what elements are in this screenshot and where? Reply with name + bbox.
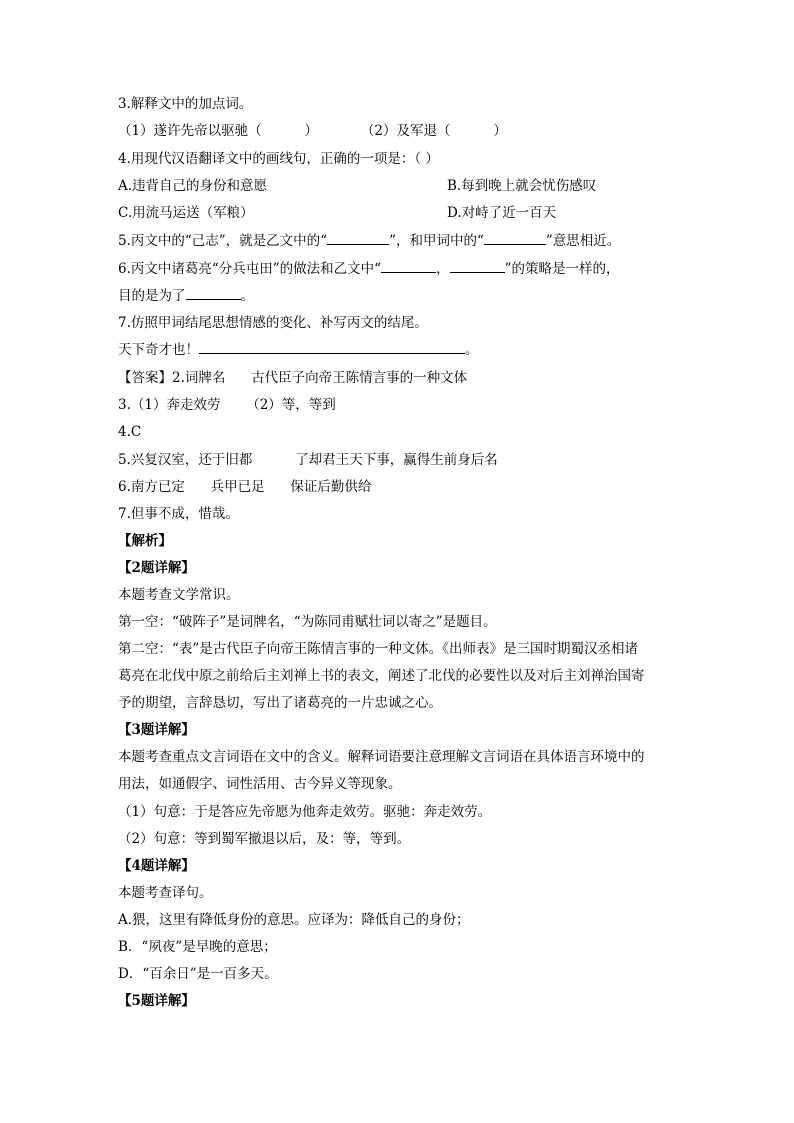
answer-4: 4.C	[118, 424, 142, 440]
q5-blank-1	[327, 231, 389, 245]
question-4-options-cd	[118, 203, 698, 223]
q2-detail-line: 第一空：“破阵子”是词牌名，“为陈同甫赋壮词以寄之”是题目。	[118, 614, 497, 630]
option-c: C.用流马运送（军粮）	[118, 205, 254, 221]
q2-detail-line: 本题考查文学常识。	[118, 587, 240, 603]
q3-detail-line: （2）句意：等到蜀军撤退以后，及：等，等到。	[118, 831, 411, 847]
question-6-line-1	[118, 259, 698, 279]
question-4-title: 4.用现代汉语翻译文中的画线句，正确的一项是：（ ）	[118, 151, 439, 167]
q2-detail-heading: 【2题详解】	[118, 560, 195, 576]
option-d: D.对峙了近一百天	[447, 205, 557, 221]
answer-7: 7.但事不成，惜哉。	[118, 506, 239, 522]
question-7-line	[118, 340, 698, 360]
answer-5: 5.兴复汉室，还于旧都 了却君王天下事，赢得生前身后名	[118, 452, 498, 468]
q5-blank-2	[484, 231, 546, 245]
q6-blank-1	[381, 259, 436, 273]
q2-detail-line: 第二空：“表”是古代臣子向帝王陈情言事的一种文体。《出师表》是三国时期蜀汉丞相诸	[118, 641, 639, 657]
q5-text-3: ”意思相近。	[545, 233, 621, 249]
q6-text-1: 6.丙文中诸葛亮“分兵屯田”的做法和乙文中“	[118, 261, 382, 277]
q4-detail-line: D．“百余日”是一百多天。	[118, 966, 278, 982]
q6-blank-2	[450, 259, 505, 273]
q7-blank	[199, 340, 465, 354]
q5-text-1: 5.丙文中的“己志”，就是乙文中的“	[118, 233, 328, 249]
option-b: B.每到晚上就会忧伤感叹	[447, 178, 597, 194]
q2-detail-line: 予的期望，言辞恳切，写出了诸葛亮的一片忠诚之心。	[118, 695, 442, 711]
q6-text-5: 。	[240, 288, 254, 304]
q3-detail-heading: 【3题详解】	[118, 722, 195, 738]
q3-detail-line: （1）句意：于是答应先帝愿为他奔走效劳。驱驰：奔走效劳。	[118, 804, 492, 820]
option-a: A.违背自己的身份和意愿	[118, 178, 268, 194]
question-3-items: （1）遂许先帝以驱驰（ ） （2）及军退（ ）	[118, 123, 507, 139]
q4-detail-line: B．“夙夜”是早晚的意思；	[118, 939, 277, 955]
q4-detail-line: 本题考查译句。	[118, 885, 213, 901]
q7-text-1: 天下奇才也！	[118, 342, 199, 358]
question-4-options-ab	[118, 176, 698, 196]
q6-text-3: ”的策略是一样的，	[504, 261, 620, 277]
question-6-line-2	[118, 286, 698, 306]
question-7-title: 7.仿照甲词结尾思想情感的变化、补写丙文的结尾。	[118, 315, 428, 331]
answer-3: 3.（1）奔走效劳 （2）等，等到	[118, 397, 336, 413]
q2-detail-line: 葛亮在北伐中原之前给后主刘禅上书的表文，阐述了北伐的必要性以及对后主刘禅治国寄	[118, 668, 645, 684]
q5-text-2: ”，和甲词中的“	[389, 233, 484, 249]
answer-2: 【答案】2.词牌名 古代臣子向帝王陈情言事的一种文体	[118, 370, 468, 386]
q3-detail-line: 本题考查重点文言词语在文中的含义。解释词语要注意理解文言词语在具体语言环境中的	[118, 749, 645, 765]
q6-text-4: 目的是为了	[118, 288, 186, 304]
q6-blank-3	[186, 286, 241, 300]
q6-text-2: ，	[436, 261, 450, 277]
q3-detail-line: 用法，如通假字、词性活用、古今异义等现象。	[118, 776, 402, 792]
question-5	[118, 231, 698, 251]
answer-6: 6.南方已定 兵甲已足 保证后勤供给	[118, 479, 372, 495]
analysis-heading: 【解析】	[118, 533, 172, 549]
q4-detail-heading: 【4题详解】	[118, 858, 195, 874]
q5-detail-heading: 【5题详解】	[118, 993, 195, 1009]
q7-text-2: 。	[465, 342, 479, 358]
q4-detail-line: A.猥，这里有降低身份的意思。应译为：降低自己的身份；	[118, 912, 470, 928]
question-3-title: 3.解释文中的加点词。	[118, 96, 253, 112]
